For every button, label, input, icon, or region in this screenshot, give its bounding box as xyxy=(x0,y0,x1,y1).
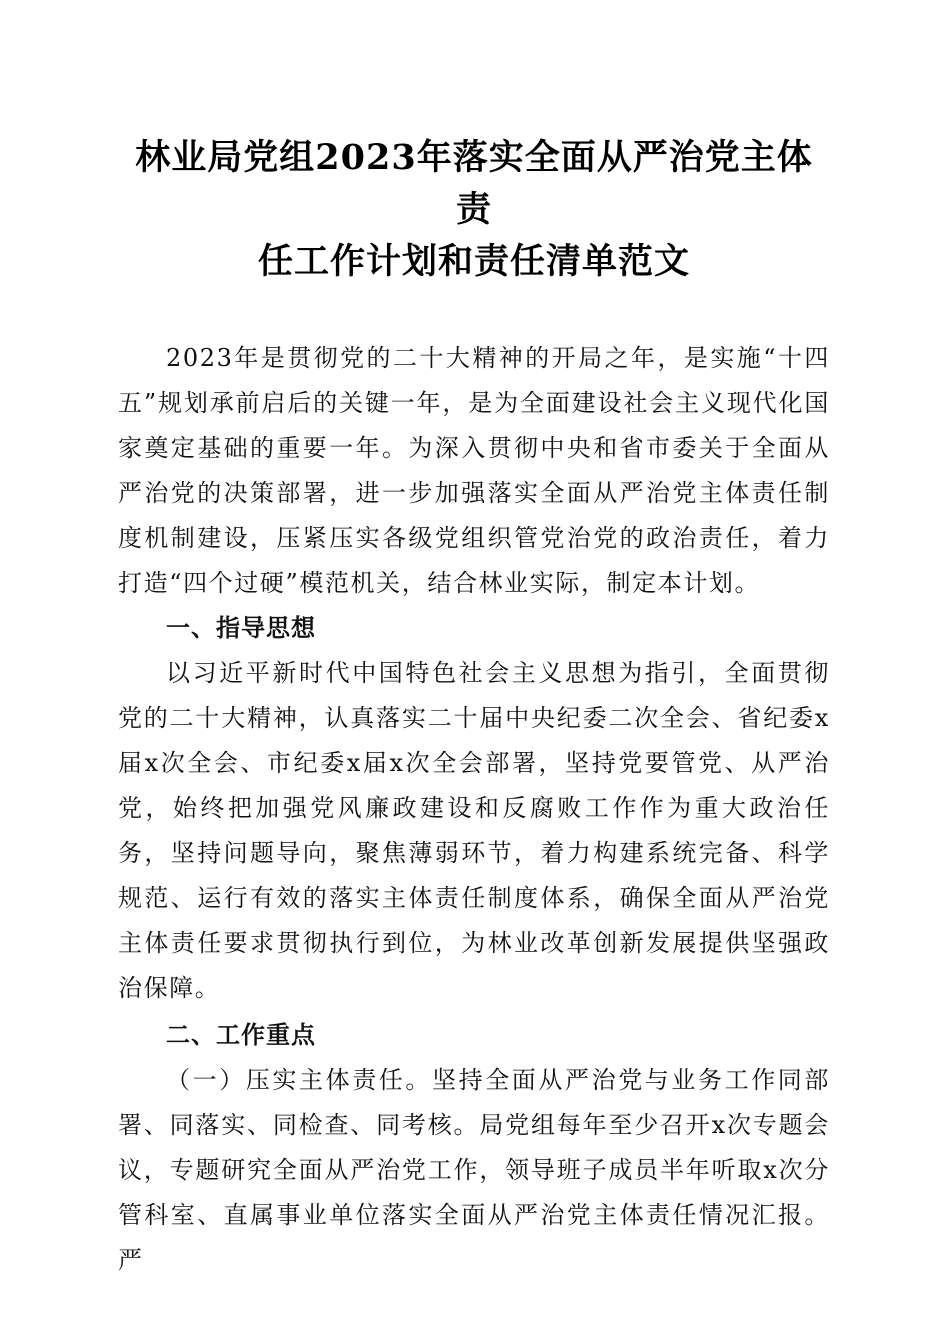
document-page xyxy=(118,132,830,1283)
section-heading-work-focus: 二、工作重点 xyxy=(166,1021,316,1049)
guiding-thought-paragraph: 以习近平新时代中国特色社会主义思想为指引，全面贯彻党的二十大精神，认真落实二十届中央纪委二次全会、省纪委x届x次全会、市纪委x届x次全会部署，坚持党要管党、从严治党，始终把加强党风廉政建设和反腐败工作作为重大政治任务，坚持问题导向，聚焦薄弱环节，着力构建系统完备、科学规范、运行有效的落实主体责任制度体系，确保全面从严治党主体责任要求贯彻执行到位，为林业改革创新发展提供坚强政治保障。 xyxy=(118,659,830,1002)
intro-paragraph: 2023年是贯彻党的二十大精神的开局之年，是实施“十四五”规划承前启后的关键一年，是为全面建设社会主义现代化国家奠定基础的重要一年。为深入贯彻中央和省市委关于全面从严治党的决策部署，进一步加强落实全面从严治党主体责任制度机制建设，压紧压实各级党组织管党治党的政治责任，着力打造“四个过硬”模范机关，结合林业实际，制定本计划。 xyxy=(118,344,830,597)
section-heading-guiding-thought: 一、指导思想 xyxy=(166,614,316,642)
document-body xyxy=(118,336,830,1283)
document-title xyxy=(118,132,830,288)
title-line-1: 林业局党组2023年落实全面从严治党主体责 xyxy=(135,137,813,230)
title-line-2: 任工作计划和责任清单范文 xyxy=(257,241,690,282)
work-focus-item-1: （一）压实主体责任。坚持全面从严治党与业务工作同部署、同落实、同检查、同考核。局党组每年至少召开x次专题会议，专题研究全面从严治党工作，领导班子成员半年听取x次分管科室、直属事业单位落实全面从严治党主体责任情况汇报。严 xyxy=(118,1066,830,1274)
